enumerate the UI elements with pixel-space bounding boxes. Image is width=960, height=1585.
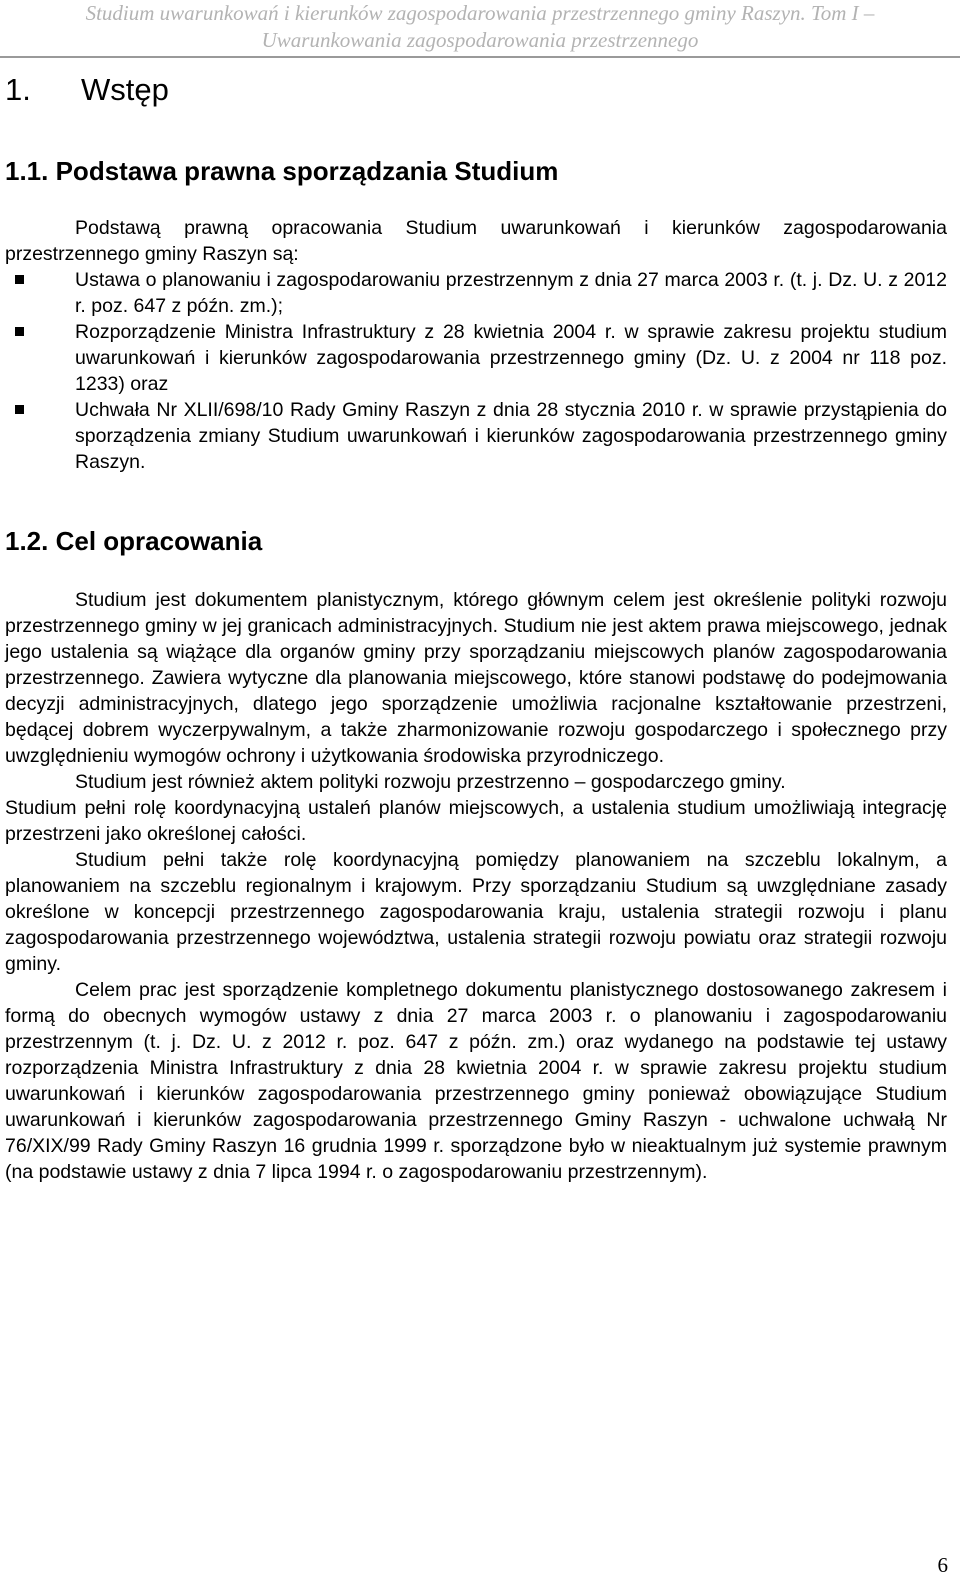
- section-heading-legal-basis: 1.1. Podstawa prawna sporządzania Studium: [5, 156, 559, 186]
- header-line-2: Uwarunkowania zagospodarowania przestrzennego: [261, 28, 699, 52]
- page-number: 6: [937, 1553, 948, 1577]
- legal-basis-intro: Podstawą prawną opracowania Studium uwarunkowań i kierunków zagospodarowania przestrzennego gminy Raszyn są:: [5, 217, 947, 265]
- header-line-1: Studium uwarunkowań i kierunków zagospodarowania przestrzennego gminy Raszyn. Tom I –: [85, 1, 875, 25]
- paragraph: Celem prac jest sporządzenie kompletnego dokumentu planistycznego dostosowanego zakresem i formą do obecnych wymogów ustawy z dnia 27 marca 2003 r. o planowaniu i zagospodarowaniu przestrzennym (t. j. Dz. U. z 2012 r. poz. 647 z późn. zm.) oraz wydanego na podstawie tej ustawy rozporządzenia Ministra Infrastruktury z dnia 28 kwietnia 2004 r. w sprawie zakresu projektu studium uwarunkowań i kierunków zagospodarowania przestrzennego gminy ponieważ obowiązujące Studium uwarunkowań i kierunków zagospodarowania przestrzennego Gminy Raszyn - uchwalone uchwałą Nr 76/XIX/99 Rady Gminy Raszyn 16 grudnia 1999 r. sporządzone było w nieaktualnym już systemie prawnym (na podstawie ustawy z dnia 7 lipca 1994 r. o zagospodarowaniu przestrzennym).: [5, 979, 947, 1183]
- chapter-title: Wstęp: [81, 72, 169, 107]
- list-item-text: Ustawa o planowaniu i zagospodarowaniu przestrzennym z dnia 27 marca 2003 r. (t. j. Dz. U. z 2012 r. poz. 647 z późn. zm.);: [75, 269, 947, 317]
- chapter-number: 1.: [5, 72, 31, 107]
- list-item-text: Rozporządzenie Ministra Infrastruktury z 28 kwietnia 2004 r. w sprawie zakresu projektu studium uwarunkowań i kierunków zagospodarowania przestrzennego gminy (Dz. U. z 2004 nr 118 poz. 1233) oraz: [75, 321, 947, 395]
- list-item-text: Uchwała Nr XLII/698/10 Rady Gminy Raszyn z dnia 28 stycznia 2010 r. w sprawie przystąpienia do sporządzenia zmiany Studium uwarunkowań i kierunków zagospodarowania przestrzennego gminy Raszyn.: [75, 399, 947, 473]
- paragraph: Studium jest również aktem polityki rozwoju przestrzenno – gospodarczego gminy.: [75, 771, 786, 793]
- section-heading-purpose: 1.2. Cel opracowania: [5, 526, 263, 556]
- square-bullet-icon: [15, 405, 24, 414]
- list-item: [5, 319, 947, 397]
- purpose-body: [5, 587, 947, 1185]
- running-header: [0, 0, 960, 58]
- chapter-heading: [5, 72, 169, 108]
- list-item: [5, 397, 947, 475]
- square-bullet-icon: [15, 327, 24, 336]
- paragraph: Studium jest dokumentem planistycznym, którego głównym celem jest określenie polityki rozwoju przestrzennego gminy w jej granicach administracyjnych. Studium nie jest aktem prawa miejscowego, jednak jego ustalenia są wiążące dla organów gminy przy sporządzaniu miejscowych planów zagospodarowania przestrzennego. Zawiera wytyczne dla planowania miejscowego, które stanowi podstawę do podejmowania decyzji administracyjnych, dlatego jego sporządzenie umożliwia racjonalne kształtowanie przestrzeni, będącej dobrem wyczerpywalnym, a także zharmonizowanie rozwoju gospodarczego i społecznego przy uwzględnieniu wymogów ochrony i użytkowania środowiska przyrodniczego.: [5, 589, 947, 767]
- legal-basis-list: [5, 267, 947, 475]
- square-bullet-icon: [15, 275, 24, 284]
- list-item: [5, 267, 947, 319]
- paragraph: Studium pełni rolę koordynacyjną ustaleń planów miejscowych, a ustalenia studium umożliwiają integrację przestrzeni jako określonej całości.: [5, 797, 947, 845]
- paragraph: Studium pełni także rolę koordynacyjną pomiędzy planowaniem na szczeblu lokalnym, a planowaniem na szczeblu regionalnym i krajowym. Przy sporządzaniu Studium są uwzględniane zasady określone w koncepcji przestrzennego zagospodarowania kraju, ustalenia strategii rozwoju i planu zagospodarowania przestrzennego województwa, ustalenia strategii rozwoju powiatu oraz strategii rozwoju gminy.: [5, 849, 947, 975]
